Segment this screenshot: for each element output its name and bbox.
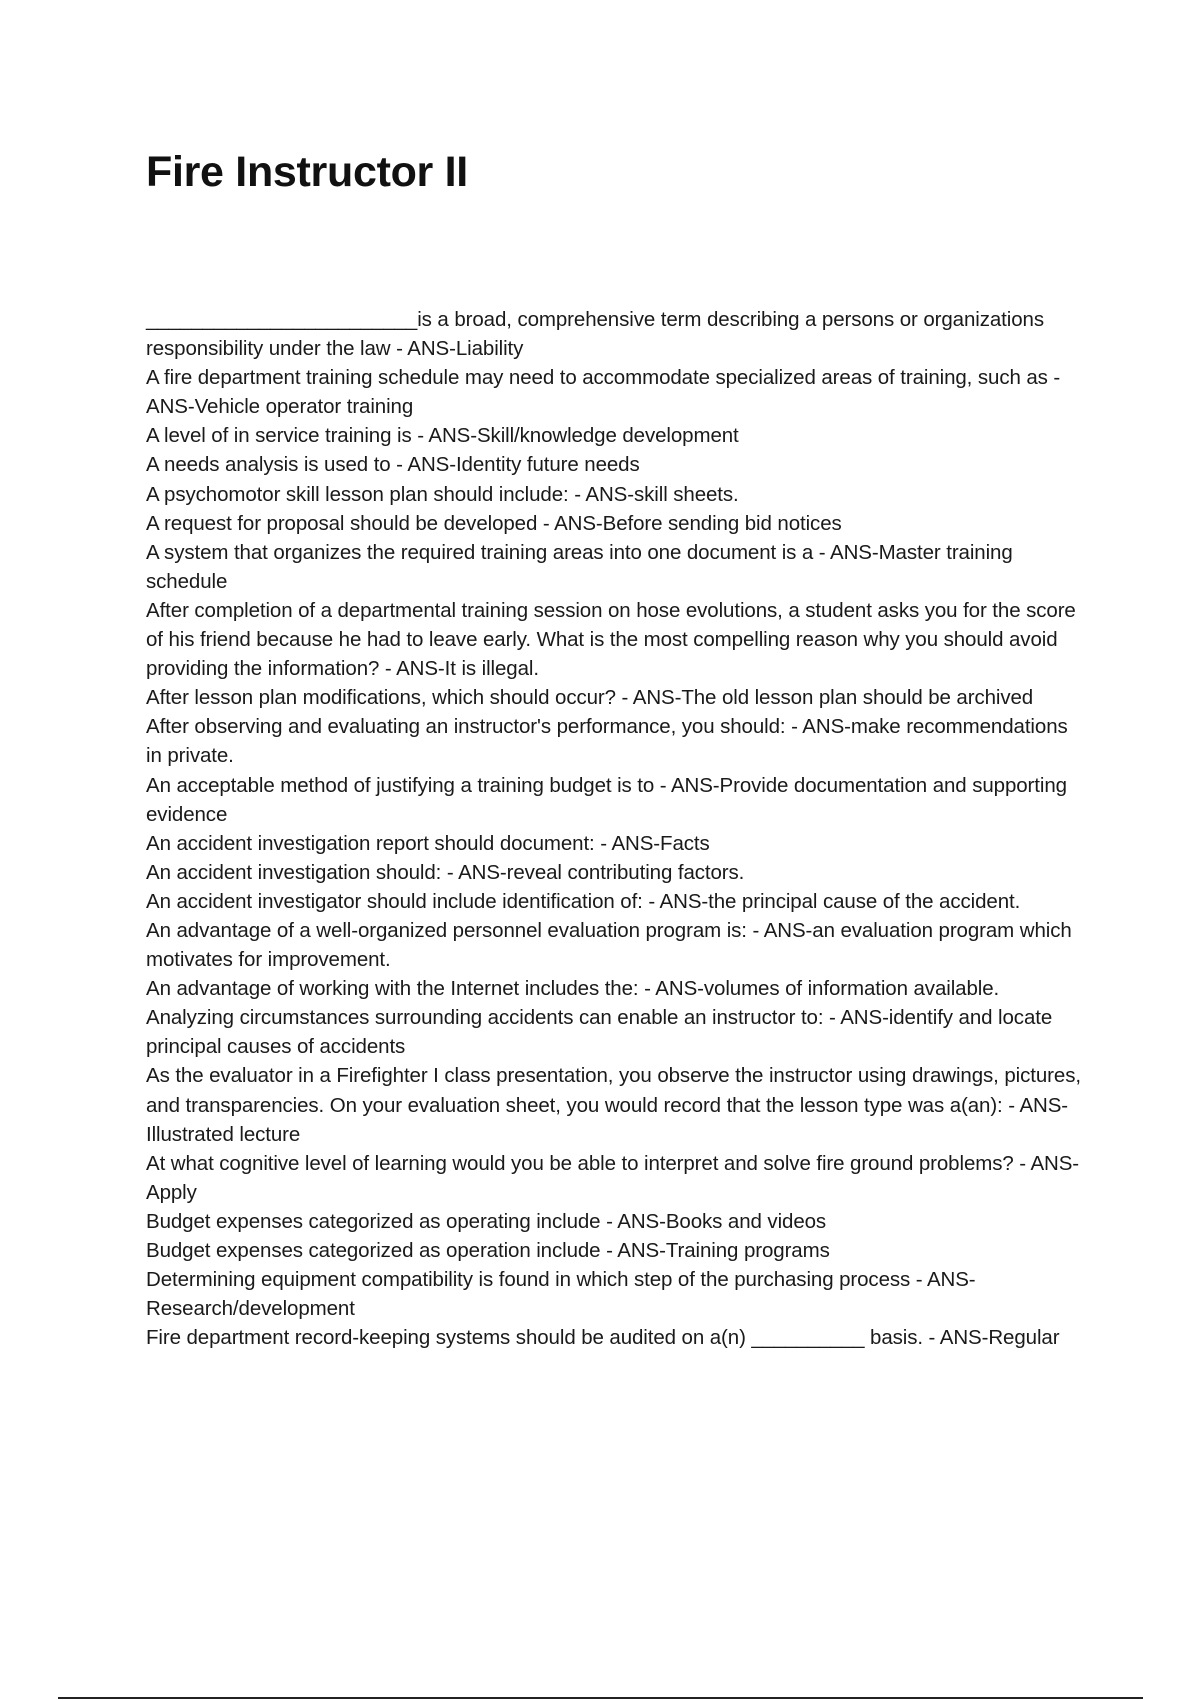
qa-item: As the evaluator in a Firefighter I class presentation, you observe the instructor using drawings, pictures, and transparencies. On your evaluation sheet, you would record that the lesson type was a(an): - ANS-Illustrated lecture bbox=[146, 1064, 1081, 1146]
qa-item: After lesson plan modifications, which should occur? - ANS-The old lesson plan should be archived bbox=[146, 686, 1034, 710]
document-title: Fire Instructor II bbox=[146, 148, 468, 196]
qa-item: A request for proposal should be developed - ANS-Before sending bid notices bbox=[146, 511, 842, 535]
qa-item: A psychomotor skill lesson plan should include: - ANS-skill sheets. bbox=[146, 482, 739, 506]
question-answer-list bbox=[146, 305, 1086, 1352]
qa-item: Budget expenses categorized as operating include - ANS-Books and videos bbox=[146, 1209, 827, 1233]
qa-item: At what cognitive level of learning would you be able to interpret and solve fire ground problems? - ANS-Apply bbox=[146, 1151, 1080, 1204]
qa-item: An accident investigation report should document: - ANS-Facts bbox=[146, 831, 710, 855]
qa-item: A system that organizes the required training areas into one document is a - ANS-Master training schedule bbox=[146, 540, 1013, 593]
qa-item: An accident investigator should include identification of: - ANS-the principal cause of the accident. bbox=[146, 889, 1021, 913]
qa-item: Fire department record-keeping systems should be audited on a(n) __________ basis. - ANS-Regular bbox=[146, 1326, 1060, 1350]
qa-item: Budget expenses categorized as operation include - ANS-Training programs bbox=[146, 1239, 830, 1262]
qa-item: Determining equipment compatibility is found in which step of the purchasing process - ANS-Research/development bbox=[146, 1268, 976, 1321]
qa-item: A fire department training schedule may need to accommodate specialized areas of training, such as - ANS-Vehicle operator training bbox=[146, 366, 1061, 419]
qa-item: An acceptable method of justifying a training budget is to - ANS-Provide documentation and supporting evidence bbox=[146, 773, 1067, 826]
qa-item: After observing and evaluating an instructor's performance, you should: - ANS-make recommendations in private. bbox=[146, 715, 1068, 768]
qa-item: A level of in service training is - ANS-Skill/knowledge development bbox=[146, 424, 739, 448]
qa-item: An accident investigation should: - ANS-reveal contributing factors. bbox=[146, 860, 745, 884]
qa-item: After completion of a departmental training session on hose evolutions, a student asks you for the score of his friend because he had to leave early. What is the most compelling reason why you should avoid providing the information? - ANS-It is illegal. bbox=[146, 598, 1076, 681]
qa-item: An advantage of working with the Internet includes the: - ANS-volumes of information available. bbox=[146, 977, 1000, 1001]
qa-item: Analyzing circumstances surrounding accidents can enable an instructor to: - ANS-identify and locate principal causes of accidents bbox=[146, 1006, 1053, 1059]
qa-item: A needs analysis is used to - ANS-Identity future needs bbox=[146, 453, 640, 477]
qa-item: ________________________is a broad, comprehensive term describing a persons or organizations responsibility under the law - ANS-Liability bbox=[146, 308, 1044, 361]
footer-divider bbox=[58, 1697, 1143, 1699]
qa-item: An advantage of a well-organized personnel evaluation program is: - ANS-an evaluation program which motivates for improvement. bbox=[146, 918, 1072, 972]
